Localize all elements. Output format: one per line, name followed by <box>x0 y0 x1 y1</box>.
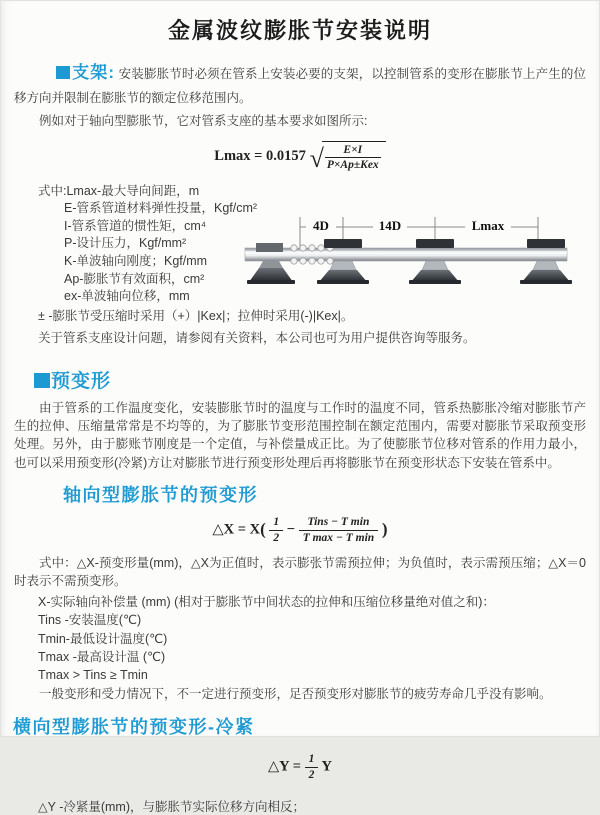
guide-support <box>409 239 461 284</box>
formula-numerator: E×I <box>325 144 381 159</box>
support-body-text: 安装膨胀节时必须在管系上安装必要的支架，以控制管系的变形在膨胀节上产生的位移方向并限制在膨胀节的额定位移范围内。 <box>14 67 586 105</box>
preform-section-heading <box>34 366 599 393</box>
support-section-heading <box>56 63 115 82</box>
axial-formula-lhs: △X = X <box>212 521 261 538</box>
sqrt-body <box>322 141 386 172</box>
definition-line: X-实际轴向补偿量 (mm) (相对于膨胀节中间状态的拉伸和压缩位移量绝对值之和)： <box>38 595 495 609</box>
sqrt-icon: √ <box>309 143 322 173</box>
lateral-formula-lhs: △Y = <box>268 758 302 775</box>
lateral-formula-rhs: Y <box>321 758 332 775</box>
lateral-explain-line: △Y -冷紧量(mm)，与膨胀节实际位移方向相反； <box>38 800 306 815</box>
lateral-preform-formula <box>1 753 599 781</box>
variables-and-diagram <box>1 183 599 306</box>
pipe-support-diagram <box>243 210 599 314</box>
lateral-subheading: 横向型膨胀节的预变形-冷紧 <box>13 717 255 737</box>
axial-definition-lines <box>38 593 586 684</box>
definition-line: Tmax -最高设计温 (℃) <box>38 649 166 664</box>
section-square-icon <box>34 373 50 388</box>
guide-support <box>520 239 572 284</box>
dimension-label-lmax: Lmax <box>471 217 505 233</box>
definition-line: Tmin-最低设计温度(℃) <box>38 631 168 646</box>
definition-line: Tins -安装温度(℃) <box>38 613 142 628</box>
variable-line: K-单波轴向刚度；Kgf/mm <box>64 254 208 269</box>
temperature-fraction: $\frac{\text{Tins − T min}}{\text{T max − T min}}$ <box>299 516 379 544</box>
variable-line: I-管系管道的惯性矩，cm⁴ <box>64 218 207 233</box>
variable-line: E-管系管道材料弹性投量，Kgf/cm² <box>64 201 258 216</box>
section-square-icon <box>56 66 70 79</box>
one-half-fraction: $\frac{1}{2}$ <box>269 516 283 544</box>
guide-support <box>317 239 369 284</box>
variable-line: P-设计压力，Kgf/mm² <box>64 236 187 251</box>
variable-line: ex-单波轴向位移，mm <box>64 289 190 304</box>
close-paren: ) <box>381 519 388 539</box>
dimension-label-4d: 4D <box>313 217 329 233</box>
consulting-line: 关于管系支座设计问题，请参阅有关资料，本公司也可为用户提供咨询等服务。 <box>38 331 476 346</box>
minus-sign: − <box>286 521 296 538</box>
preform-paragraph: 由于管系的工作温度变化，安装膨胀节时的温度与工作时的温度不同，管系热膨胀冷缩对膨胀节产生的拉伸、压缩量常常是不均等的，为了膨胀节变形范围控制在额定范围内，需要对膨胀节采取预变形处理。另外，由于膨账节刚度是一个定值，与补偿量成正比。为了使膨胀节位移对管系的作用力最小，也可以采用预变形(冷紧)方让对膨胀节进行预变形处理后再将膨胀节在预变形状态下安装在管系中。 <box>14 400 586 470</box>
axial-subheading: 轴向型膨胀节的预变形 <box>63 485 258 506</box>
guide-spacing-formula <box>1 141 599 174</box>
support-example-line: 例如对于轴向型膨胀节，它对管系支座的基本要求如图所示: <box>39 113 368 128</box>
variable-line: 式中:Lmax-最大导向间距，m <box>38 183 200 198</box>
dimension-label-14d: 14D <box>378 217 402 233</box>
support-paragraph <box>14 58 586 110</box>
formula-lhs: Lmax = 0.0157 <box>214 147 306 164</box>
page-title: 金属波纹膨胀节安装说明 <box>167 18 432 43</box>
support-heading-label: 支架: <box>72 63 116 82</box>
definition-line: Tmax > Tins ≥ Tmin <box>38 668 148 682</box>
formula-denominator: P×Ap±Kex <box>326 159 379 172</box>
open-paren: ( <box>260 519 266 539</box>
preform-heading-label: 预变形 <box>51 370 112 392</box>
plusminus-rule-line: ± -膨胀节受压缩时采用（+）|Kex|；拉伸时采用(-)|Kex|。 <box>38 308 354 323</box>
axial-note-line: 一般变形和受力情况下，不一定进行预变形，足否预变形对膨胀节的疲劳寿命几乎没有影响。 <box>39 687 552 702</box>
one-half-fraction: $\frac{1}{2}$ <box>305 753 319 781</box>
axial-explain-paragraph: 式中：△X-预变形量(mm)，△X为正值时，表示膨张节需预拉伸；为负值时，表示需预压缩；△X＝0时表示不需预变形。 <box>14 555 586 589</box>
axial-preform-formula <box>1 516 599 544</box>
variable-line: Ap-膨胀节有效面积，cm² <box>64 271 205 286</box>
